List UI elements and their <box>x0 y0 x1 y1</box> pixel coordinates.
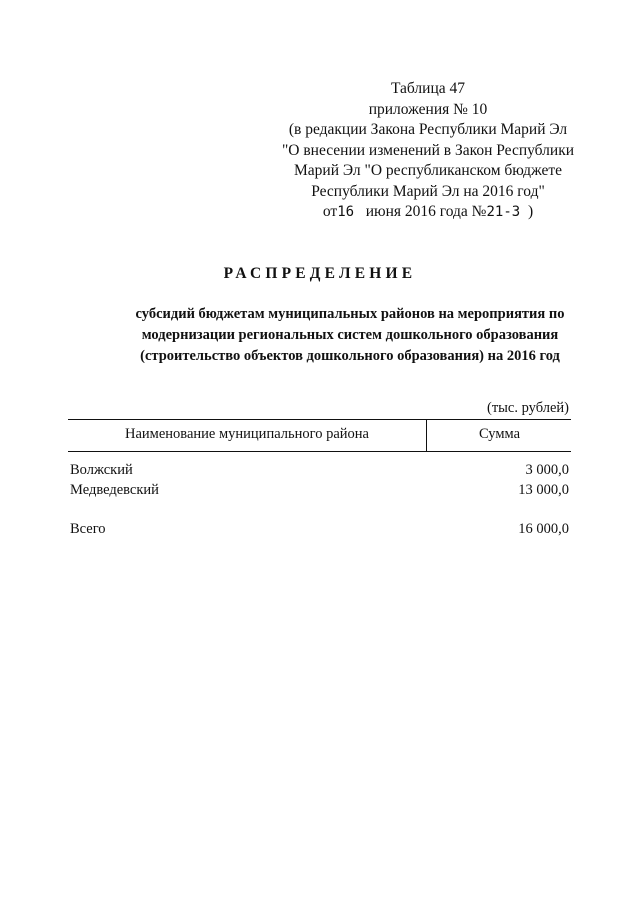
district-name: Медведевский <box>70 482 159 498</box>
edition-line-2: "О внесении изменений в Закон Республики <box>281 141 575 159</box>
table-top-border <box>68 419 571 420</box>
table-column-divider <box>426 419 427 452</box>
edition-line-3: Марий Эл "О республиканском бюджете <box>293 162 562 179</box>
column-header-sum: Сумма <box>478 426 521 442</box>
document-title: РАСПРЕДЕЛЕНИЕ <box>223 265 417 282</box>
date-day: 16 <box>337 204 355 220</box>
table-row <box>70 462 569 482</box>
document-subtitle <box>60 304 640 367</box>
district-sum: 3 000,0 <box>525 462 569 478</box>
law-date-line <box>278 202 578 223</box>
appendix-number: приложения № 10 <box>368 100 488 118</box>
district-name: Волжский <box>70 462 133 478</box>
date-prefix: от <box>322 203 338 220</box>
units-label: (тыс. рублей) <box>487 400 569 416</box>
table-header-border <box>68 451 571 452</box>
edition-line-4: Республики Марий Эл на 2016 год" <box>311 182 545 200</box>
column-header-name: Наименование муниципального района <box>125 426 369 442</box>
date-middle: июня 2016 года № <box>365 203 487 220</box>
district-sum: 13 000,0 <box>518 482 569 498</box>
total-sum: 16 000,0 <box>518 521 569 537</box>
date-suffix: ) <box>527 203 534 220</box>
table-total-row <box>70 521 569 541</box>
law-number: 21-З <box>486 204 521 220</box>
subtitle-line-2: модернизации региональных систем дошкольного образования <box>141 327 559 343</box>
edition-line-1: (в редакции Закона Республики Марий Эл <box>288 121 568 138</box>
document-header <box>278 79 578 223</box>
table-row <box>70 482 569 502</box>
subtitle-line-1: субсидий бюджетам муниципальных районов на мероприятия по <box>135 306 565 322</box>
subtitle-line-3: (строительство объектов дошкольного образования) на 2016 год <box>140 348 560 364</box>
total-label: Всего <box>70 521 106 537</box>
table-number: Таблица 47 <box>390 80 466 97</box>
